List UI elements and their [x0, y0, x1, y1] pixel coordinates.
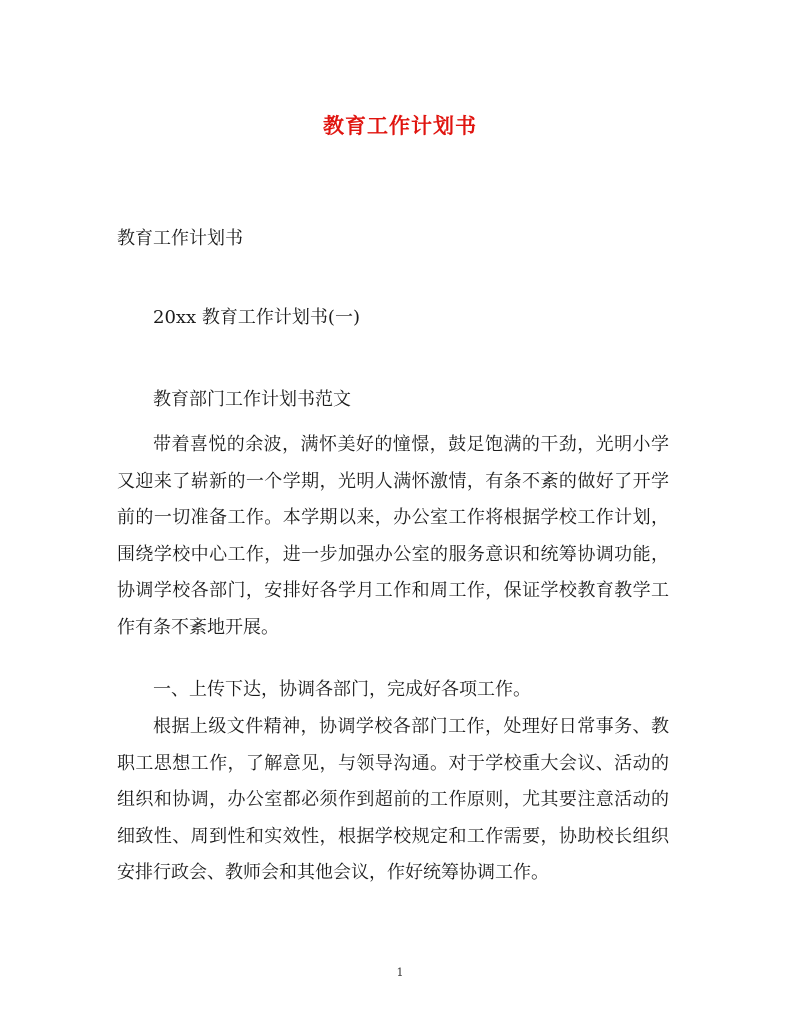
paragraph-point-one-heading: 一、上传下达，协调各部门，完成好各项工作。 [153, 679, 531, 700]
section-heading: 20xx 教育工作计划书(一) [153, 307, 360, 328]
sub-heading: 教育部门工作计划书范文 [153, 389, 351, 410]
paragraph-point-one-body: 根据上级文件精神，协调学校各部门工作，处理好日常事务、教职工思想工作，了解意见，与领导沟通。对于学校重大会议、活动的组织和协调，办公室都必须作到超前的工作原则，尤其要注意活动的细致性、周到性和实效性，根据学校规定和工作需要，协助校长组织安排行政会、教师会和其他会议，作好统筹协调工作。 [117, 716, 669, 883]
paragraph-intro: 带着喜悦的余波，满怀美好的憧憬，鼓足饱满的干劲，光明小学又迎来了崭新的一个学期，光明人满怀激情，有条不紊的做好了开学前的一切准备工作。本学期以来，办公室工作将根据学校工作计划，围绕学校中心工作，进一步加强办公室的服务意识和统筹协调功能，协调学校各部门，安排好各学月工作和周工作，保证学校教育教学工作有条不紊地开展。 [117, 434, 669, 638]
document-title: 教育工作计划书 [323, 113, 477, 138]
document-subtitle: 教育工作计划书 [117, 228, 243, 249]
page-number: 1 [396, 966, 404, 979]
